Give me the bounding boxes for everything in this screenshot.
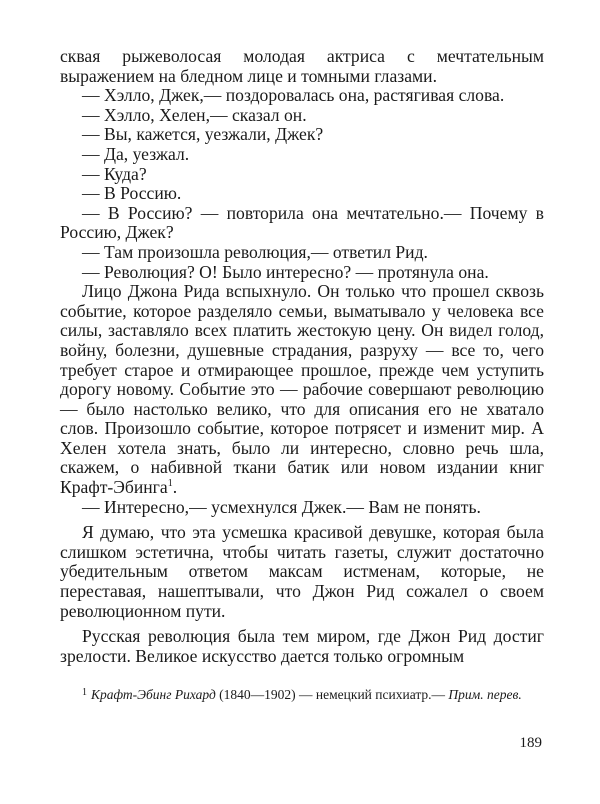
paragraph: — Хэлло, Джек,— поздоровалась она, растягивая слова. [82, 85, 505, 106]
paragraph-with-footnote: Лицо Джона Рида вспыхнуло. Он только что прошел сквозь событие, которое разделяло семьи, выматывало у человека все силы, заставляло всех платить жестокую цену. Он видел голод, войну, болезни, душевные страдания, разруху — все то, чего требует старое и отмирающее прошлое, прежде чем уступить дорогу новому. Событие это — рабочие совершают революцию — было настолько велико, что для описания его не хватало слов. Произошло событие, которое потрясет и изменит мир. А Хелен хотела знать, было ли интересно, словно речь шла, скажем, о набивной ткани батик или новом издании книг Крафт-Эбинга$^1$. [60, 281, 544, 498]
footnote-reference: 1 [167, 478, 173, 490]
paragraph: — Революция? О! Было интересно? — протянула она. [82, 261, 489, 282]
paragraph: — Куда? [82, 163, 147, 184]
main-text [60, 47, 544, 666]
footnote-note: Прим. перев. [448, 687, 522, 702]
paragraph: Я думаю, что эта усмешка красивой девушке, которая была слишком эстетична, чтобы читать газеты, служит достаточно убедительным ответом максам истменам, которые, не переставая, нашептывали, что Джон Рид сожалел о своем революционном пути. [60, 522, 544, 621]
paragraph: — Вы, кажется, уезжали, Джек? [82, 124, 324, 145]
footnote-divider [60, 678, 544, 679]
footnote [60, 682, 544, 706]
paragraph: — Хэлло, Хелен,— сказал он. [82, 104, 307, 125]
page-number: 189 [519, 735, 542, 751]
paragraph: — В Россию? — повторила она мечтательно.— Почему в Россию, Джек? [60, 202, 544, 243]
footnote-mark: 1 [82, 687, 87, 698]
paragraph: сквая рыжеволосая молодая актриса с мечтательным выражением на бледном лице и томными глазами. [60, 46, 544, 86]
footnote-text: (1840—1902) — немецкий психиатр.— [215, 687, 449, 702]
paragraph: — Да, уезжал. [82, 143, 190, 164]
paragraph: — Интересно,— усмехнулся Джек.— Вам не понять. [82, 496, 481, 517]
paragraph: Русская революция была тем миром, где Джон Рид достиг зрелости. Великое искусство дается только огромным [60, 626, 544, 666]
paragraph: — В Россию. [82, 183, 182, 204]
footnote-name: Крафт-Эбинг Рихард [91, 687, 216, 702]
paragraph: — Там произошла революция,— ответил Рид. [82, 241, 428, 262]
paragraph-text: Лицо Джона Рида вспыхнуло. Он только что прошел сквозь событие, которое разделяло семьи, выматывало у человека все силы, заставляло всех платить жестокую цену. Он видел голод, войну, болезни, душевные страдания, разруху — все то, чего требует старое и отмирающее прошлое, прежде чем уступить дорогу новому. Событие это — рабочие совершают революцию — было настолько велико, что для описания его не хватало слов. Произошло событие, которое потрясет и изменит мир. А Хелен хотела знать, было ли интересно, словно речь шла, скажем, о набивной ткани батик или новом издании книг Крафт-Эбинга [60, 281, 544, 498]
